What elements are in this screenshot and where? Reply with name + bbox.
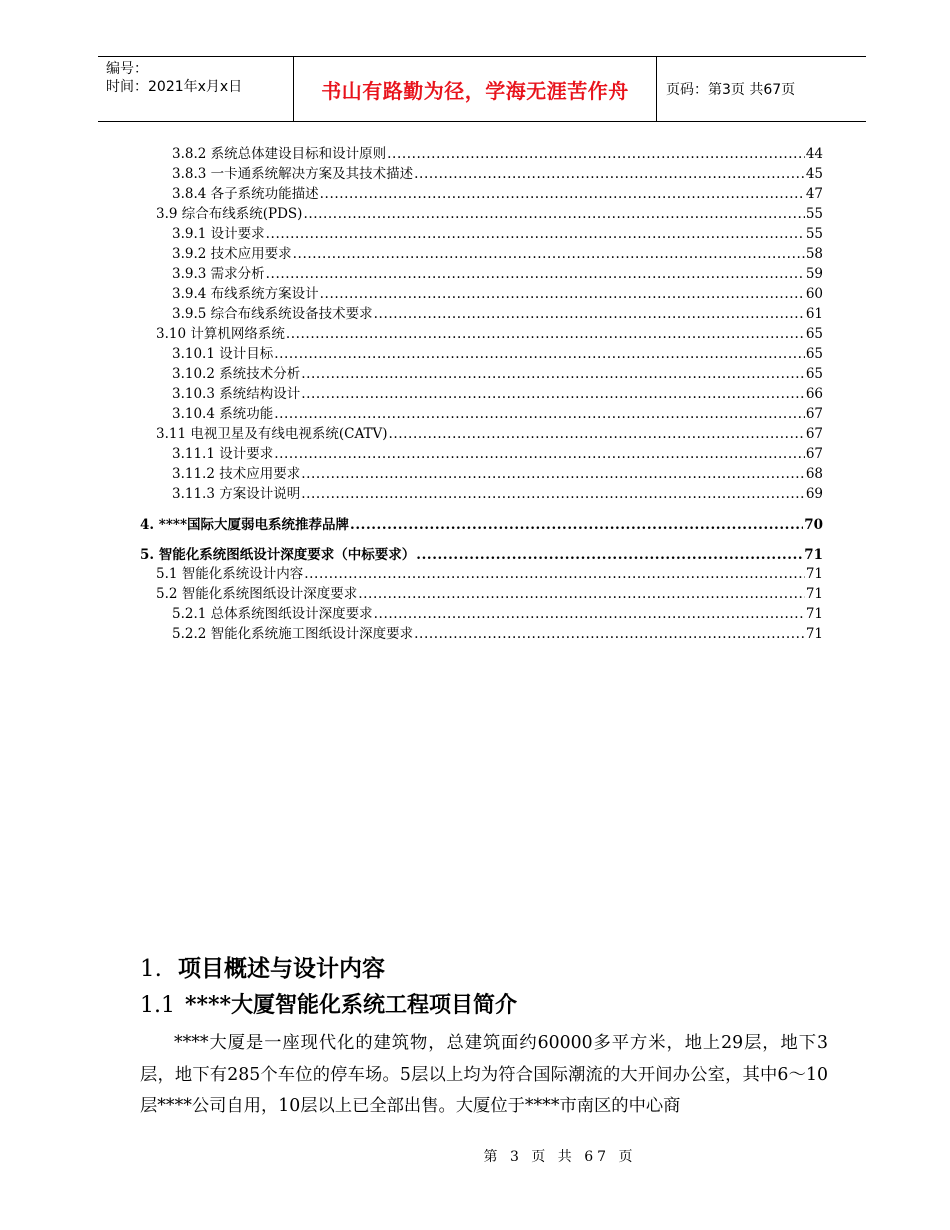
body-paragraph: ****大厦是一座现代化的建筑物，总建筑面约60000多平方米，地上29层，地下3层，地下有285个车位的停车场。5层以上均为符合国际潮流的大开间办公室，其中6～10层****公司自用，10层以上已全部出售。大厦位于****市南区的中心商 xyxy=(140,1033,828,1116)
toc-entry[interactable] xyxy=(172,405,823,423)
toc-entry-page: 65 xyxy=(805,346,823,362)
toc-dot-leader xyxy=(266,265,805,283)
toc-dot-leader xyxy=(414,165,805,183)
toc-dot-leader xyxy=(301,385,805,403)
toc-entry-page: 60 xyxy=(805,286,823,302)
toc-entry-title: 3.11.1 设计要求 xyxy=(172,446,274,462)
toc-entry-title: 3.9.1 设计要求 xyxy=(172,226,265,242)
time-label: 时间：2021年x月x日 xyxy=(106,79,243,95)
toc-entry-page: 71 xyxy=(805,606,823,622)
toc-entry[interactable] xyxy=(172,245,823,263)
toc-dot-leader xyxy=(274,405,805,423)
toc-entry-title: 3.9.3 需求分析 xyxy=(172,266,265,282)
toc-dot-leader xyxy=(414,625,805,643)
toc-entry-page: 71 xyxy=(804,547,823,563)
toc-dot-leader xyxy=(293,245,805,263)
toc-entry[interactable] xyxy=(172,305,823,323)
toc-dot-leader xyxy=(286,325,805,343)
toc-dot-leader xyxy=(301,485,805,503)
code-label: 编号： xyxy=(106,61,148,77)
toc-dot-leader xyxy=(266,225,805,243)
toc-entry-title: 3.8.3 一卡通系统解决方案及其技术描述 xyxy=(172,166,414,182)
header-meta xyxy=(106,60,242,96)
toc-dot-leader xyxy=(388,425,804,443)
toc-entry-page: 55 xyxy=(805,206,823,222)
toc-entry[interactable] xyxy=(156,585,823,603)
toc-entry-title: 3.10.4 系统功能 xyxy=(172,406,274,422)
toc-entry-title: 3.9.2 技术应用要求 xyxy=(172,246,292,262)
toc-dot-leader xyxy=(358,585,805,603)
header-page-info: 页码：第3页 共67页 xyxy=(666,82,796,98)
toc-entry[interactable] xyxy=(156,325,823,343)
toc-entry-title: 3.10 计算机网络系统 xyxy=(156,326,285,342)
toc-entry[interactable] xyxy=(140,546,823,564)
toc-entry-title: 5.2.2 智能化系统施工图纸设计深度要求 xyxy=(172,626,414,642)
toc-entry-page: 71 xyxy=(805,586,823,602)
toc-entry[interactable] xyxy=(172,625,823,643)
toc-entry-page: 65 xyxy=(805,366,823,382)
toc-entry-title: 3.11.2 技术应用要求 xyxy=(172,466,301,482)
toc-entry[interactable] xyxy=(172,345,823,363)
toc-dot-leader xyxy=(416,546,803,564)
toc-entry[interactable] xyxy=(172,385,823,403)
toc-entry[interactable] xyxy=(172,225,823,243)
toc-entry-page: 67 xyxy=(805,406,823,422)
toc-entry-page: 71 xyxy=(805,566,823,582)
toc-entry-page: 70 xyxy=(804,517,823,533)
toc-entry[interactable] xyxy=(156,425,823,443)
subsection-title: ****大厦智能化系统工程项目简介 xyxy=(185,992,518,1018)
toc-entry-page: 47 xyxy=(805,186,823,202)
toc-entry-title: 3.10.3 系统结构设计 xyxy=(172,386,301,402)
toc-entry[interactable] xyxy=(156,565,823,583)
toc-entry-title: 5. 智能化系统图纸设计深度要求（中标要求） xyxy=(140,547,416,563)
toc-entry-title: 3.8.4 各子系统功能描述 xyxy=(172,186,319,202)
toc-entry-title: 5.2 智能化系统图纸设计深度要求 xyxy=(156,586,358,602)
toc-entry-page: 67 xyxy=(805,426,823,442)
toc-entry-page: 59 xyxy=(805,266,823,282)
toc-entry-page: 66 xyxy=(805,386,823,402)
toc-entry-title: 3.9.5 综合布线系统设备技术要求 xyxy=(172,306,373,322)
toc-dot-leader xyxy=(374,305,805,323)
toc-entry-page: 65 xyxy=(805,326,823,342)
toc-dot-leader xyxy=(350,516,803,534)
toc-entry-title: 3.9.4 布线系统方案设计 xyxy=(172,286,319,302)
toc-entry-page: 58 xyxy=(805,246,823,262)
toc-dot-leader xyxy=(303,205,804,223)
toc-entry-title: 5.1 智能化系统设计内容 xyxy=(156,566,304,582)
toc-entry-title: 3.10.2 系统技术分析 xyxy=(172,366,301,382)
subsection-heading xyxy=(140,988,517,1019)
toc-entry-page: 67 xyxy=(805,446,823,462)
toc-dot-leader xyxy=(274,445,805,463)
subsection-number: 1.1 xyxy=(140,993,175,1018)
toc-entry-title: 3.11 电视卫星及有线电视系统(CATV) xyxy=(156,426,388,442)
toc-entry-page: 71 xyxy=(805,626,823,642)
section-number: 1. xyxy=(140,956,162,982)
toc-entry[interactable] xyxy=(140,516,823,534)
toc-dot-leader xyxy=(301,465,805,483)
toc-entry[interactable] xyxy=(172,165,823,183)
section-heading xyxy=(140,950,385,983)
header-motto: 书山有路勤为径，学海无涯苦作舟 xyxy=(321,78,629,103)
section-title: 项目概述与设计内容 xyxy=(177,955,385,982)
toc-dot-leader xyxy=(387,145,805,163)
toc-dot-leader xyxy=(320,285,805,303)
toc-entry-page: 69 xyxy=(805,486,823,502)
toc-entry-title: 5.2.1 总体系统图纸设计深度要求 xyxy=(172,606,373,622)
toc-entry-page: 45 xyxy=(805,166,823,182)
toc-entry[interactable] xyxy=(172,145,823,163)
toc-entry[interactable] xyxy=(156,205,823,223)
header-divider xyxy=(656,57,657,121)
toc-entry-page: 68 xyxy=(805,466,823,482)
toc-entry-title: 3.8.2 系统总体建设目标和设计原则 xyxy=(172,146,387,162)
toc-entry[interactable] xyxy=(172,445,823,463)
toc-entry[interactable] xyxy=(172,485,823,503)
toc-dot-leader xyxy=(304,565,805,583)
page-header xyxy=(98,56,866,122)
toc-dot-leader xyxy=(274,345,805,363)
toc-entry[interactable] xyxy=(172,185,823,203)
toc-entry[interactable] xyxy=(172,365,823,383)
toc-entry-title: 3.10.1 设计目标 xyxy=(172,346,274,362)
page-footer: 第 3 页 共 67 页 xyxy=(483,1149,637,1165)
toc-dot-leader xyxy=(320,185,805,203)
toc-entry-page: 61 xyxy=(805,306,823,322)
toc-entry-title: 3.9 综合布线系统(PDS) xyxy=(156,206,303,222)
toc-entry[interactable] xyxy=(172,285,823,303)
toc-dot-leader xyxy=(301,365,805,383)
toc-dot-leader xyxy=(374,605,805,623)
toc-entry-page: 55 xyxy=(805,226,823,242)
toc-entry[interactable] xyxy=(172,265,823,283)
toc-entry[interactable] xyxy=(172,465,823,483)
toc-entry[interactable] xyxy=(172,605,823,623)
toc-entry-title: 3.11.3 方案设计说明 xyxy=(172,486,301,502)
toc-entry-page: 44 xyxy=(805,146,823,162)
toc-entry-title: 4. ****国际大厦弱电系统推荐品牌 xyxy=(140,517,350,533)
